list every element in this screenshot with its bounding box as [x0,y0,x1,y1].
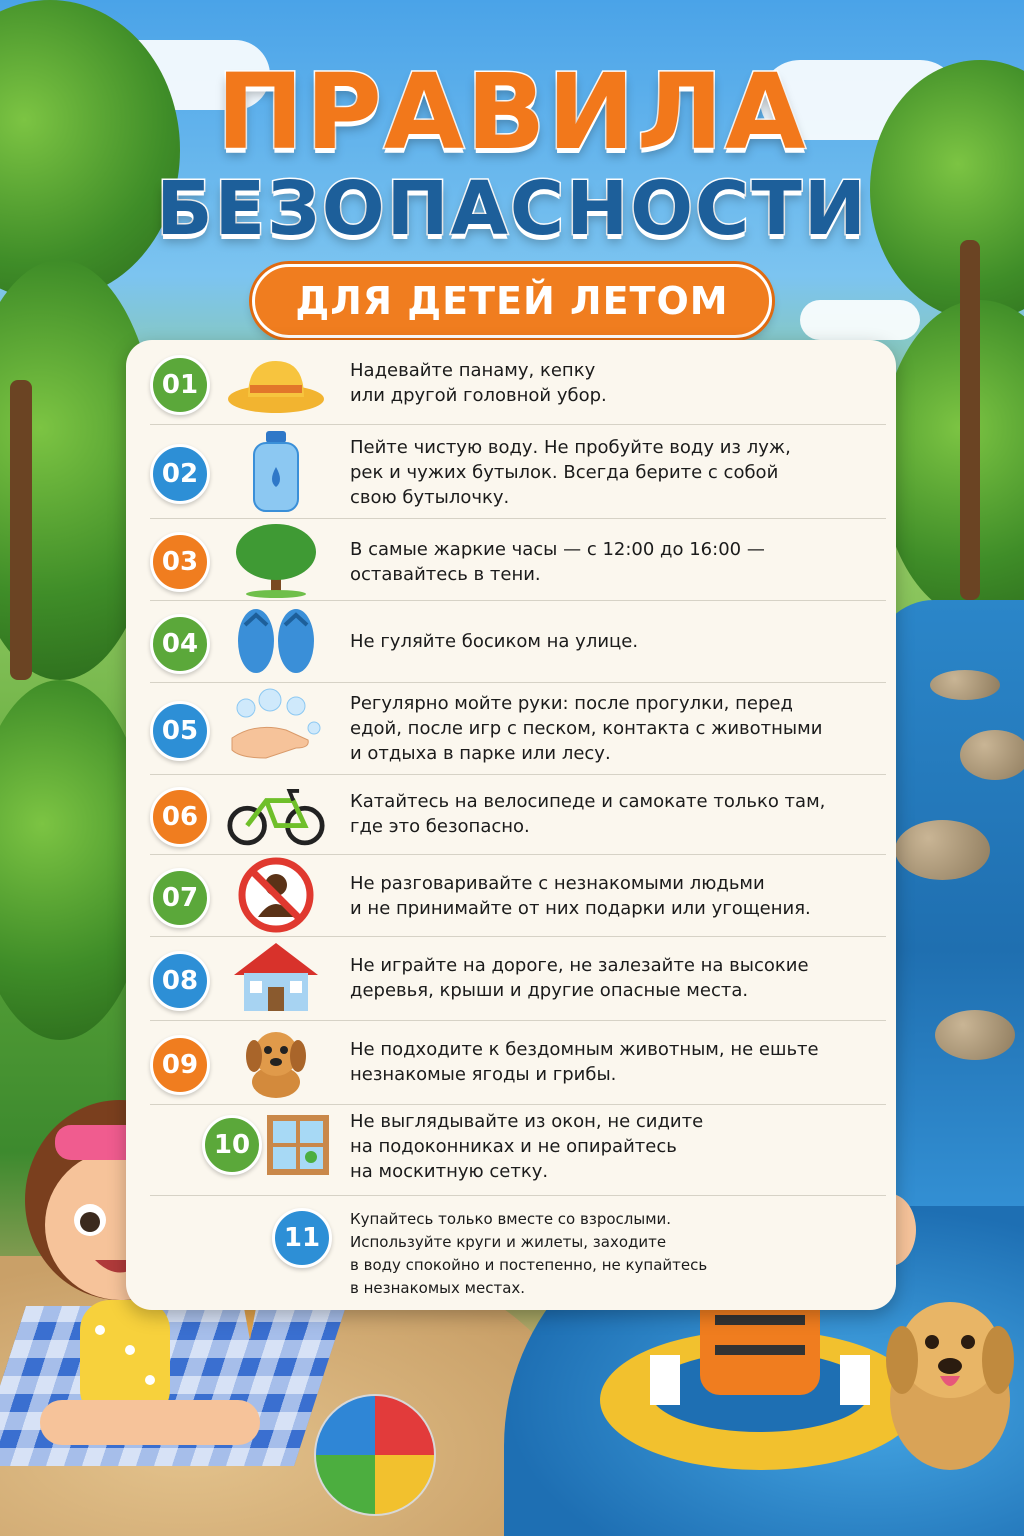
flip-flops-icon [226,601,326,681]
rule-item-09 [126,1021,896,1103]
rule-number-badge: 02 [150,444,210,504]
water-bottle-icon [226,431,326,511]
rock [930,670,1000,700]
dog-icon [226,1021,326,1101]
rule-item-07 [126,855,896,935]
tree-icon [226,519,326,599]
hat-icon [226,342,326,422]
rule-number-badge: 01 [150,355,210,415]
rule-item-04 [126,601,896,681]
rule-number-badge: 06 [150,787,210,847]
rule-item-01 [126,340,896,424]
dog-in-water-illustration [880,1280,1024,1480]
rule-number-badge: 07 [150,868,210,928]
beach-ball-illustration [310,1390,440,1520]
hand-washing-icon [226,688,326,768]
rule-number-badge: 10 [202,1115,262,1175]
rule-number-badge: 04 [150,614,210,674]
rule-text: Не разговаривайте с незнакомыми людьми и не принимайте от них подарки или угощения. [350,873,811,919]
rule-item-02 [126,425,896,517]
rule-item-10 [126,1105,896,1195]
rock [895,820,990,880]
rules-card [126,340,896,1310]
rule-item-06 [126,775,896,853]
rule-item-11 [126,1196,896,1306]
rock [935,1010,1015,1060]
rule-number-badge: 09 [150,1035,210,1095]
rule-text: Надевайте панаму, кепку или другой головной убор. [350,360,607,406]
rule-number-badge: 05 [150,701,210,761]
poster-header [0,40,1024,338]
no-strangers-icon [226,855,326,935]
rule-text: Купайтесь только вместе со взрослыми. Используйте круги и жилеты, заходите в воду спокойно и постепенно, не купайтесь в незнакомых местах. [350,1210,708,1297]
house-icon [226,937,326,1017]
rule-item-05 [126,683,896,773]
rule-text: Не играйте на дороге, не залезайте на высокие деревья, крыши и другие опасные места. [350,955,809,1001]
rule-text: Не подходите к бездомным животным, не ешьте незнакомые ягоды и грибы. [350,1039,819,1085]
rule-text: Не выглядывайте из окон, не сидите на подоконниках и не опирайтесь на москитную сетку. [350,1111,704,1182]
rule-number-badge: 03 [150,532,210,592]
rule-text: Не гуляйте босиком на улице. [350,631,639,652]
poster-subtitle-badge: ДЛЯ ДЕТЕЙ ЛЕТОМ [252,264,771,338]
poster-title-line1: ПРАВИЛА [216,51,808,173]
rock [960,730,1024,780]
rule-text: В самые жаркие часы — с 12:00 до 16:00 — оставайтесь в тени. [350,539,765,585]
tree-trunk [10,380,32,680]
rule-number-badge: 08 [150,951,210,1011]
poster-title-line2: БЕЗОПАСНОСТИ [156,166,868,252]
rule-text: Регулярно мойте руки: после прогулки, перед едой, после игр с песком, контакта с животными и отдыха в парке или лесу. [350,693,823,764]
rule-number-badge: 11 [272,1208,332,1268]
window-icon [248,1105,348,1185]
tree-right-mid [880,300,1024,620]
bicycle-icon [226,775,326,855]
rule-item-03 [126,519,896,599]
rule-text: Пейте чистую воду. Не пробуйте воду из луж, рек и чужих бутылок. Всегда берите с собой свою бутылочку. [350,437,791,508]
rule-item-08 [126,937,896,1019]
rule-text: Катайтесь на велосипеде и самокате только там, где это безопасно. [350,791,826,837]
